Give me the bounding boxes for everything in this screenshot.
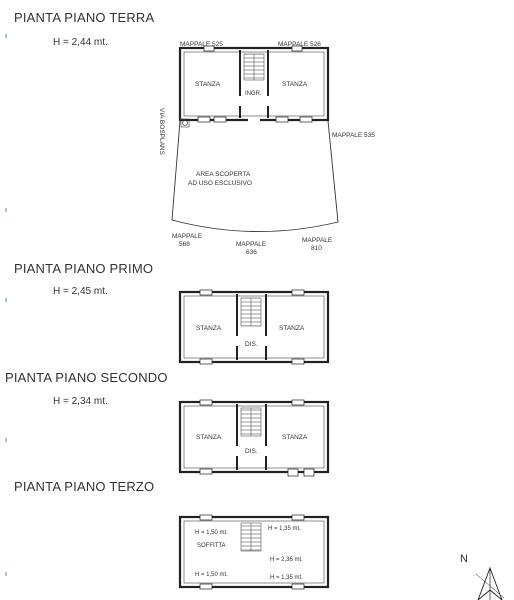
first-floor-height: H = 2,45 mt. <box>53 286 108 297</box>
street-name-label: VIA BOSPLANS <box>158 108 165 155</box>
outdoor-area-label-1: AREA SCOPERTA <box>196 171 251 178</box>
attic-height-4: H = 1,50 mt. <box>195 572 228 578</box>
third-floor-title: PIANTA PIANO TERZO <box>14 479 155 494</box>
mappale-810-number: 810 <box>311 245 322 252</box>
mappale-568-number: 568 <box>179 241 190 248</box>
second-room-left-label: STANZA <box>196 434 222 441</box>
attic-height-5: H = 1,35 mt. <box>270 575 303 581</box>
attic-label: SOFFITTA <box>197 543 226 549</box>
ground-room-left-label: STANZA <box>195 81 221 88</box>
ground-room-right-label: STANZA <box>282 81 308 88</box>
outdoor-area-label-2: AD USO ESCLUSIVO <box>188 180 252 187</box>
second-floor-title: PIANTA PIANO SECONDO <box>5 370 168 385</box>
second-floor-plan <box>180 400 328 476</box>
attic-height-3: H = 2,36 mt. <box>270 557 303 563</box>
first-floor-title: PIANTA PIANO PRIMO <box>14 261 154 276</box>
mappale-636-label: MAPPALE <box>236 241 267 248</box>
mappale-810-label: MAPPALE <box>302 237 333 244</box>
second-hall-label: DIS. <box>245 448 258 455</box>
mappale-568-label: MAPPALE <box>172 233 203 240</box>
attic-height-2: H = 1,35 mt. <box>268 526 301 532</box>
ground-floor-height: H = 2,44 mt. <box>53 37 108 48</box>
ground-floor-plan <box>158 41 375 256</box>
mappale-526-label: MAPPALE 526 <box>278 41 321 48</box>
mappale-525-label: MAPPALE 525 <box>180 41 223 48</box>
third-floor-plan <box>180 515 328 589</box>
north-arrow-icon <box>476 568 504 600</box>
ground-entrance-label: INGR. <box>245 91 262 97</box>
first-room-left-label: STANZA <box>196 325 222 332</box>
ground-floor-title: PIANTA PIANO TERRA <box>14 10 155 25</box>
north-label: N <box>460 553 468 565</box>
attic-height-1: H = 1,50 mt. <box>195 530 228 536</box>
second-floor-height: H = 2,34 mt. <box>53 396 108 407</box>
first-floor-plan <box>180 290 328 364</box>
mappale-535-label: MAPPALE 535 <box>332 132 375 139</box>
second-room-right-label: STANZA <box>282 434 308 441</box>
mappale-636-number: 636 <box>246 249 257 256</box>
first-hall-label: DIS. <box>245 341 258 348</box>
first-room-right-label: STANZA <box>279 325 305 332</box>
